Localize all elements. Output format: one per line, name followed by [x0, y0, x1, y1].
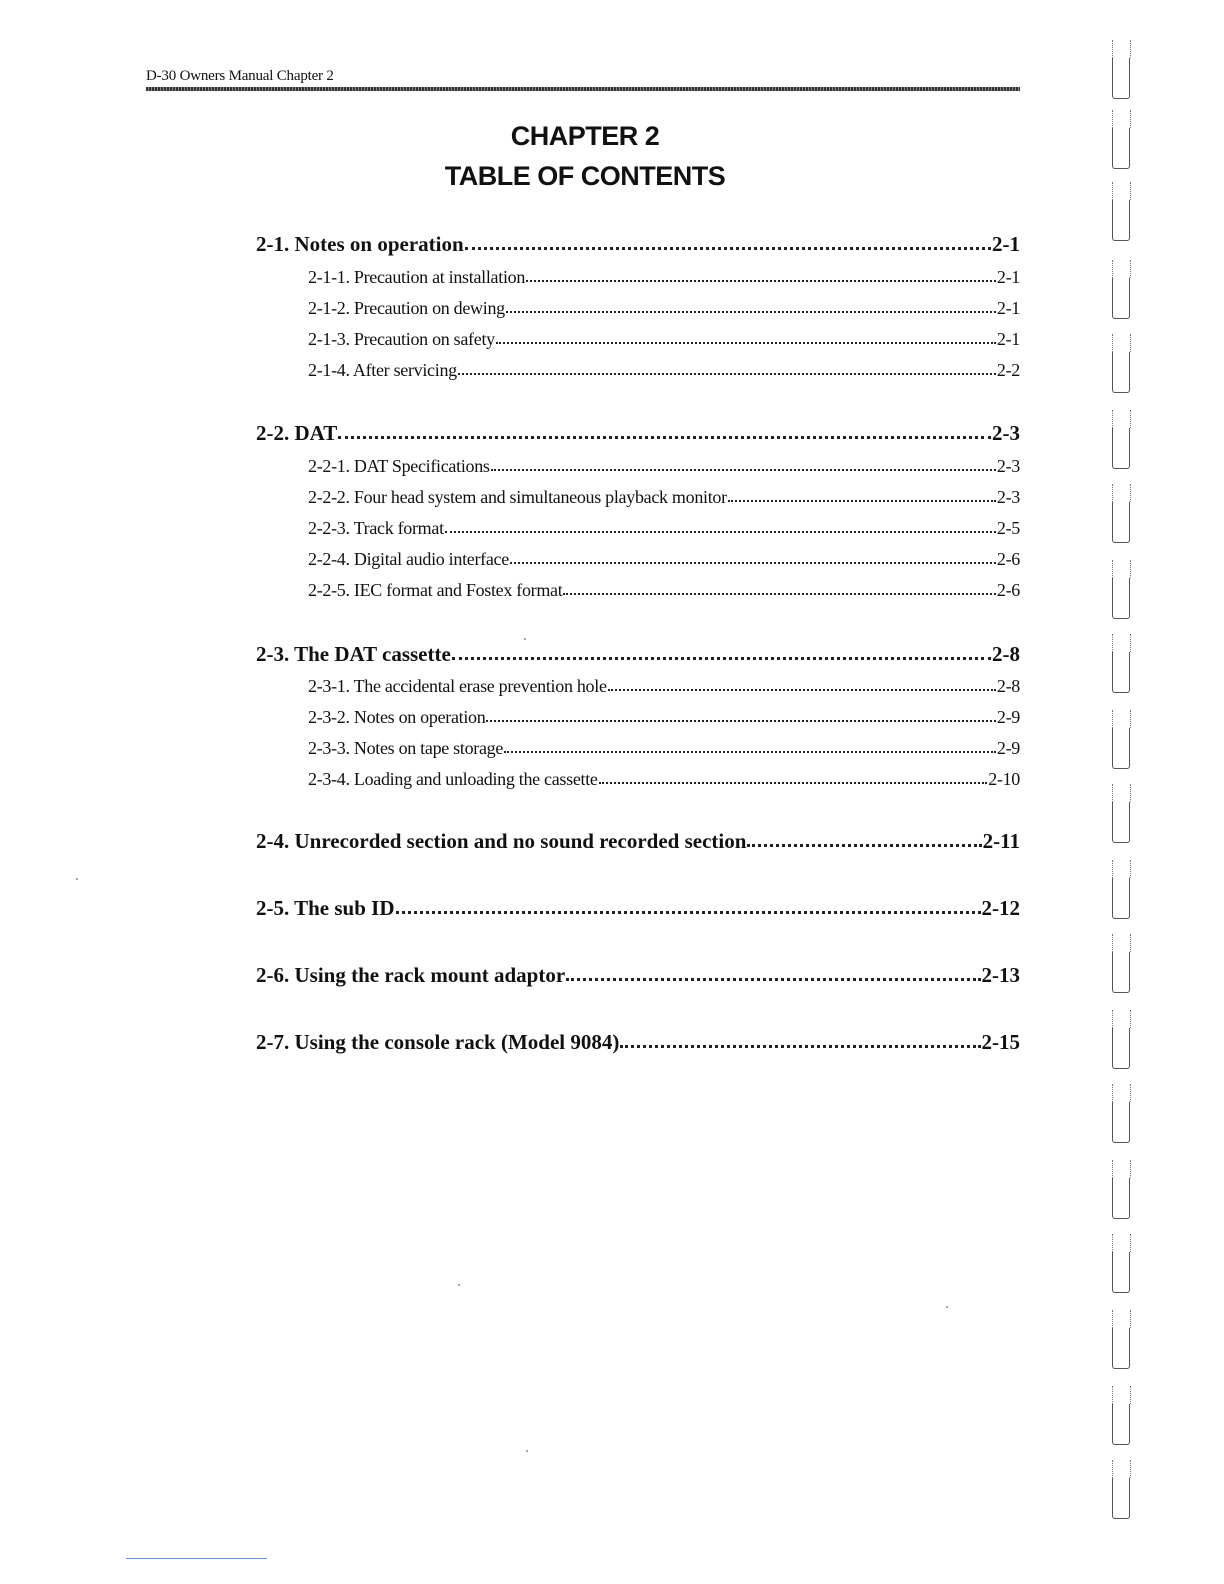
- binder-tab: [1112, 578, 1130, 619]
- binder-tab: [1112, 652, 1130, 693]
- toc-entry-page: 2-13: [981, 963, 1020, 987]
- toc-entry-2-3-3[interactable]: [308, 738, 1020, 759]
- toc-entry-2-3-4[interactable]: [308, 769, 1020, 790]
- chapter-title: CHAPTER 2: [510, 121, 660, 151]
- toc-leader: [504, 751, 996, 753]
- toc-entry-2-6[interactable]: [256, 963, 1020, 988]
- toc-entry-label: 2-5. The sub ID: [256, 896, 395, 920]
- toc-leader: [452, 657, 991, 660]
- toc-entry-2-5[interactable]: [256, 896, 1020, 921]
- toc-entry-label: 2-7. Using the console rack (Model 9084): [256, 1030, 620, 1054]
- toc-entry-page: 2-1: [996, 267, 1020, 287]
- toc-entry-page: 2-6: [996, 549, 1020, 569]
- toc-entry-label: 2-3-2. Notes on operation: [308, 707, 486, 727]
- toc-leader: [526, 280, 996, 282]
- scan-speck: [458, 1284, 460, 1286]
- toc-leader: [491, 469, 996, 471]
- toc-leader: [510, 562, 996, 564]
- running-header: D-30 Owners Manual Chapter 2: [146, 68, 334, 84]
- toc-entry-page: 2-1: [996, 298, 1020, 318]
- toc-entry-label: 2-2. DAT: [256, 421, 338, 445]
- toc-entry-2-3-1[interactable]: [308, 676, 1020, 697]
- toc-entry-label: 2-6. Using the rack mount adaptor: [256, 963, 566, 987]
- toc-leader: [445, 531, 996, 533]
- toc-entry-label: 2-2-5. IEC format and Fostex format: [308, 580, 563, 600]
- toc-entry-2-1-3[interactable]: [308, 329, 1020, 350]
- toc-entry-2-1-2[interactable]: [308, 298, 1020, 319]
- binder-tab: [1112, 502, 1130, 543]
- toc-entry-2-1-1[interactable]: [308, 267, 1020, 288]
- toc-leader: [728, 500, 996, 502]
- toc-leader: [338, 436, 991, 439]
- header-rule: [146, 87, 1020, 91]
- binder-tab: [1112, 952, 1130, 993]
- toc-leader: [747, 844, 981, 847]
- toc-entry-label: 2-1. Notes on operation: [256, 232, 464, 256]
- toc-leader: [465, 247, 991, 250]
- toc-entry-2-2-5[interactable]: [308, 580, 1020, 601]
- toc-entry-page: 2-3: [996, 456, 1020, 476]
- toc-entry-page: 2-3: [996, 487, 1020, 507]
- binder-tab: [1112, 428, 1130, 469]
- toc-entry-page: 2-10: [988, 769, 1020, 789]
- toc-entry-page: 2-3: [992, 421, 1020, 445]
- bottom-mark-line: [126, 1558, 267, 1559]
- toc-entry-2-4[interactable]: [256, 829, 1020, 854]
- toc-entry-page: 2-9: [996, 707, 1020, 727]
- toc-title: TABLE OF CONTENTS: [444, 161, 726, 191]
- toc-entry-page: 2-8: [992, 642, 1020, 666]
- toc-entry-2-2-4[interactable]: [308, 549, 1020, 570]
- toc-entry-2-3-2[interactable]: [308, 707, 1020, 728]
- toc-entry-2-1-4[interactable]: [308, 360, 1020, 381]
- toc-entry-page: 2-9: [996, 738, 1020, 758]
- toc-entry-label: 2-3. The DAT cassette: [256, 642, 451, 666]
- scan-speck: [946, 1306, 948, 1308]
- toc-entry-page: 2-5: [996, 518, 1020, 538]
- binder-tab: [1112, 878, 1130, 919]
- toc-leader: [620, 1045, 980, 1048]
- toc-entry-label: 2-3-3. Notes on tape storage: [308, 738, 504, 758]
- toc-entry-label: 2-2-3. Track format: [308, 518, 444, 538]
- toc-entry-page: 2-12: [981, 896, 1020, 920]
- toc-entry-page: 2-6: [996, 580, 1020, 600]
- binder-tab: [1112, 728, 1130, 769]
- toc-entry-2-2-2[interactable]: [308, 487, 1020, 508]
- binder-tab: [1112, 200, 1130, 241]
- toc-entry-page: 2-11: [982, 829, 1020, 853]
- toc-entry-page: 2-2: [996, 360, 1020, 380]
- toc-leader: [458, 373, 996, 375]
- toc-entry-label: 2-1-3. Precaution on safety: [308, 329, 495, 349]
- toc-entry-2-1[interactable]: [256, 232, 1020, 257]
- toc-entry-label: 2-1-4. After servicing: [308, 360, 457, 380]
- toc-entry-label: 2-4. Unrecorded section and no sound recorded section: [256, 829, 747, 853]
- toc-entry-2-2[interactable]: [256, 421, 1020, 446]
- scan-speck: [76, 878, 78, 880]
- binder-tab: [1112, 58, 1130, 99]
- toc-leader: [599, 782, 988, 784]
- binder-tab-strip: [1104, 0, 1144, 1584]
- binder-tab: [1112, 1478, 1130, 1519]
- binder-tab: [1112, 1178, 1130, 1219]
- binder-tab: [1112, 128, 1130, 169]
- binder-tab: [1112, 1328, 1130, 1369]
- binder-tab: [1112, 1028, 1130, 1069]
- binder-tab: [1112, 1404, 1130, 1445]
- toc-entry-page: 2-15: [981, 1030, 1020, 1054]
- toc-leader: [396, 911, 981, 914]
- toc-entry-label: 2-2-1. DAT Specifications: [308, 456, 490, 476]
- toc-entry-label: 2-2-2. Four head system and simultaneous playback monitor: [308, 487, 727, 507]
- toc-leader: [496, 342, 996, 344]
- toc-entry-2-2-3[interactable]: [308, 518, 1020, 539]
- binder-tab: [1112, 1252, 1130, 1293]
- toc-entry-label: 2-1-2. Precaution on dewing: [308, 298, 505, 318]
- toc-entry-label: 2-1-1. Precaution at installation: [308, 267, 526, 287]
- toc-leader: [566, 978, 980, 981]
- toc-entry-page: 2-1: [996, 329, 1020, 349]
- toc-entry-label: 2-3-1. The accidental erase prevention hole: [308, 676, 607, 696]
- toc-entry-2-2-1[interactable]: [308, 456, 1020, 477]
- binder-tab: [1112, 278, 1130, 319]
- toc-entry-label: 2-2-4. Digital audio interface: [308, 549, 509, 569]
- binder-tab: [1112, 1102, 1130, 1143]
- toc-leader: [486, 720, 995, 722]
- toc-entry-label: 2-3-4. Loading and unloading the cassette: [308, 769, 598, 789]
- scan-speck: [526, 1450, 528, 1452]
- toc-entry-2-7[interactable]: [256, 1030, 1020, 1055]
- toc-entry-2-3[interactable]: [256, 642, 1020, 667]
- toc-leader: [563, 593, 995, 595]
- toc-entry-page: 2-1: [992, 232, 1020, 256]
- toc-entry-page: 2-8: [996, 676, 1020, 696]
- binder-tab: [1112, 352, 1130, 393]
- scan-speck: [524, 638, 526, 640]
- toc-leader: [506, 311, 996, 313]
- toc-leader: [608, 689, 996, 691]
- binder-tab: [1112, 802, 1130, 843]
